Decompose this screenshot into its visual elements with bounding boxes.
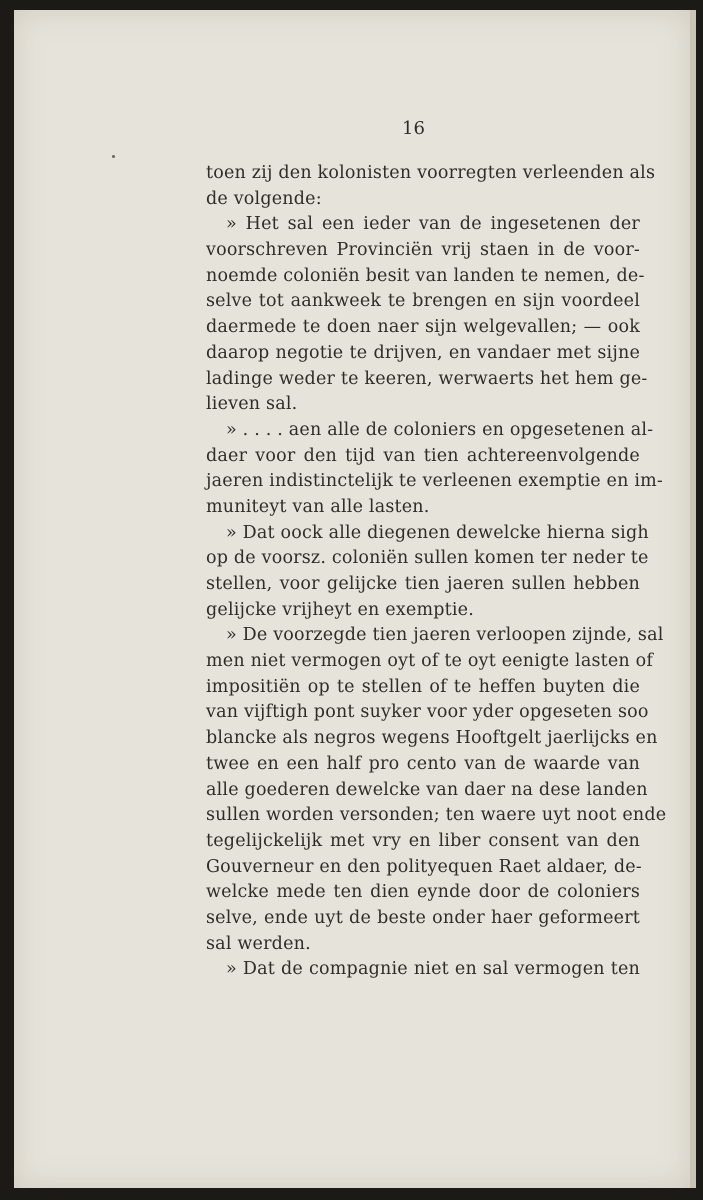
text-line: » Dat de compagnie niet en sal vermogen ten (226, 959, 640, 980)
text-line: lieven sal. (206, 394, 298, 415)
text-line: op de voorsz. coloniën sullen komen ter neder te (206, 548, 649, 569)
text-line: » Dat oock alle diegenen dewelcke hierna sigh (226, 522, 649, 543)
text-line: welcke mede ten dien eynde door de coloniers (206, 882, 640, 903)
text-line: muniteyt van alle lasten. (206, 496, 430, 517)
text-line: selve, ende uyt de beste onder haer geformeert (206, 907, 640, 928)
text-line: daermede te doen naer sijn welgevallen; — ook (206, 317, 640, 338)
text-line: » Het sal een ieder van de ingesetenen der (226, 214, 640, 235)
text-line: daer voor den tijd van tien achtereenvolgende (206, 445, 640, 466)
text-line: » . . . . aen alle de coloniers en opgesetenen al- (226, 419, 654, 440)
text-line: men niet vermogen oyt of te oyt eenigte lasten of (206, 651, 654, 672)
text-line: alle goederen dewelcke van daer na dese landen (206, 779, 648, 800)
text-line: » De voorzegde tien jaeren verloopen zijnde, sal (226, 625, 664, 646)
text-line: toen zij den kolonisten voorregten verleenden als (206, 163, 656, 183)
text-line: blancke als negros wegens Hooftgelt jaerlijcks en (206, 728, 658, 749)
text-line: stellen, voor gelijcke tien jaeren sullen hebben (206, 574, 640, 594)
text-line: ladinge weder te keeren, werwaerts het hem ge- (206, 368, 648, 389)
text-line: selve tot aankweek te brengen en sijn voordeel (206, 291, 640, 312)
text-line: tegelijckelijk met vry en liber consent van den (206, 830, 640, 851)
paper-speck (112, 155, 115, 158)
text-line: impositiën op te stellen of te heffen buyten die (206, 676, 640, 697)
text-line: voorschreven Provinciën vrij staen in de voor- (206, 240, 640, 261)
text-line: daarop negotie te drijven, en vandaer met sijne (206, 342, 640, 363)
text-line: noemde coloniën besit van landen te nemen, de- (206, 265, 645, 286)
text-line: gelijcke vrijheyt en exemptie. (206, 599, 475, 620)
body-text (206, 161, 667, 983)
text-line: twee en een half pro cento van de waarde van (206, 753, 640, 774)
text-line: sullen worden versonden; ten waere uyt noot ende (206, 805, 667, 826)
text-line: jaeren indistinctelijk te verleenen exemptie en im- (206, 471, 664, 492)
text-line: sal werden. (206, 933, 311, 954)
text-line: Gouverneur en den polityequen Raet aldaer, de- (206, 856, 642, 877)
text-line: de volgende: (206, 188, 322, 209)
page-edge (690, 10, 696, 1188)
page-number: 16 (402, 118, 425, 139)
text-line: van vijftigh pont suyker voor yder opgeseten soo (206, 702, 649, 723)
